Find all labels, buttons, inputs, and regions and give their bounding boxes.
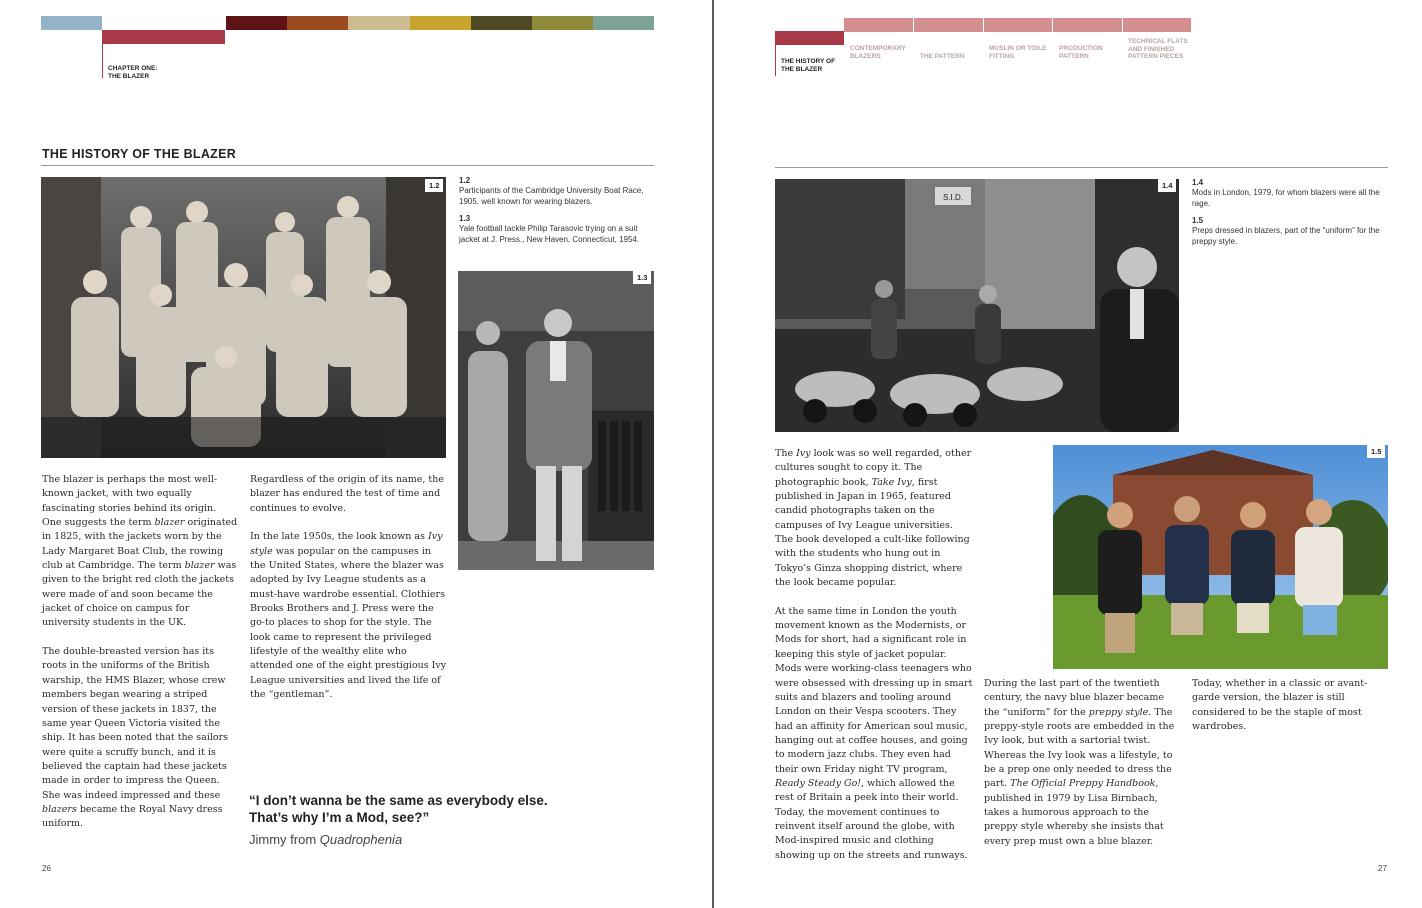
figure-1-2-tag: 1.2 xyxy=(425,179,443,192)
right-caption-block xyxy=(1192,178,1388,247)
left-body-column-1 xyxy=(42,473,238,846)
italic-run: Ivy style xyxy=(250,531,443,557)
tab-technical-bar xyxy=(1123,18,1191,32)
tab-label-line: FITTING xyxy=(989,52,1015,60)
figure-1-3-jacket-fitting-photo xyxy=(458,271,654,570)
figure-1-4-mods-london-photo xyxy=(775,179,1179,432)
shop-sign-text: S.I.D. xyxy=(942,193,964,202)
italic-run: Ready Steady Go! xyxy=(775,777,862,789)
page-number-right: 27 xyxy=(1378,864,1387,873)
italic-run: Quadrophenia xyxy=(319,832,403,847)
tab-active-line xyxy=(775,45,776,76)
quote-line-1: “I don’t wanna be the same as everybody else. xyxy=(249,793,548,808)
tab-label-line: PATTERN PIECES xyxy=(1128,53,1184,60)
swatch-5 xyxy=(348,16,410,30)
pull-quote xyxy=(249,792,669,847)
right-body-column-2 xyxy=(984,677,1180,863)
caption-1-5-text: Preps dressed in blazers, part of the “uniform” for the preppy style. xyxy=(1192,226,1380,246)
text-run: , first published in Japan in 1965, featured candid photographs taken on the campuses of Ivy League universities. The book developed a cult-like following with the students who hung out in Tokyo’s Ginza shopping district, where the look became popular. xyxy=(775,476,970,589)
jacket-fitting-illustration xyxy=(458,271,654,570)
text-run: The blazer is perhaps the most well-known jacket, with two equally fascinating stories behind its origin. One suggests the term xyxy=(42,474,218,529)
text-run: originated in 1825, with the jackets worn by the Lady Margaret Boat Club, the rowing club at Cambridge. The term xyxy=(42,517,238,572)
tab-the-pattern xyxy=(920,53,965,61)
tab-label-line: CONTEMPORARY xyxy=(850,45,906,52)
tab-production-pattern xyxy=(1059,45,1103,60)
tab-label-line: BLAZERS xyxy=(850,52,881,60)
left-body-column-2 xyxy=(250,473,448,717)
quote-line-2: That’s why I’m a Mod, see?” xyxy=(249,810,430,825)
text-run: At the same time in London the youth movement known as the Modernists, or Mods for short, had a significant role in keeping this style of jacket popular. Mods were working-class teenagers who were obsessed with dressing up in smart suits and blazers and tooling around London on their Vespa scooters. They had an affinity for American soul music, hanging out at coffee houses, and going to modern jazz clubs. They even had their own Friday night TV program, xyxy=(775,605,973,775)
chapter-label-line2: THE BLAZER xyxy=(108,73,150,80)
tab-the-pattern-bar xyxy=(914,18,983,32)
left-col2-paragraph-2 xyxy=(250,530,448,702)
book-spine xyxy=(712,0,714,908)
tab-active-marker xyxy=(775,31,844,45)
tab-muslin-fitting xyxy=(989,45,1046,60)
tab-label-line: PRODUCTION xyxy=(1059,45,1103,52)
mods-street-illustration xyxy=(775,179,1179,432)
section-title: THE HISTORY OF THE BLAZER xyxy=(42,147,237,161)
italic-run: Ivy xyxy=(796,448,811,459)
text-run: The double-breasted version has its roots in the uniforms of the British warship, the HMS Blazer, whose crew members began wearing a striped version of these jackets in 1837, the same year Queen Victoria visited the ship. It has been noted that the sailors were quite a scruffy bunch, and it is believed the captain had these jackets made in order to impress the Queen. She was indeed impressed and these xyxy=(42,646,229,801)
text-run: look was so well regarded, other cultures sought to copy it. The photographic book, xyxy=(775,448,972,488)
caption-block xyxy=(459,176,649,245)
right-body-column-3 xyxy=(1192,677,1388,749)
tab-label-line: PATTERN xyxy=(1059,52,1089,60)
tab-label-line: TECHNICAL FLATS xyxy=(1128,38,1188,45)
caption-1-3-text: Yale football tackle Philip Tarasovic trying on a suit jacket at J. Press., New Haven, Connecticut, 1954. xyxy=(459,224,640,244)
swatch-4 xyxy=(287,16,348,30)
tab-production-bar xyxy=(1053,18,1122,32)
figure-1-2-boat-race-photo xyxy=(41,177,446,458)
swatch-7 xyxy=(471,16,532,30)
swatch-8 xyxy=(532,16,593,30)
preps-illustration xyxy=(1053,445,1388,669)
right-col1-paragraph-2 xyxy=(775,605,973,863)
text-run: In the late 1950s, the look known as xyxy=(250,531,428,543)
figure-1-5-preps-photo xyxy=(1053,445,1388,669)
left-col2-paragraph-1: Regardless of the origin of its name, the blazer has endured the test of time and continues to evolve. xyxy=(250,474,444,514)
italic-run: The Official Preppy Handbook xyxy=(1010,778,1156,790)
swatch-6 xyxy=(410,16,471,30)
active-tab-line1: THE HISTORY OF xyxy=(781,58,836,65)
tab-label-line: AND FINISHED xyxy=(1128,45,1175,53)
chapter-tab-label xyxy=(108,65,157,81)
italic-run: blazers xyxy=(42,803,77,815)
caption-1-3-number: 1.3 xyxy=(459,214,471,223)
swatch-3 xyxy=(226,16,287,30)
swatch-9 xyxy=(593,16,654,30)
tab-label-line: MUSLIN OR TOILE xyxy=(989,45,1047,52)
boat-race-illustration xyxy=(41,177,446,458)
figure-1-3-tag: 1.3 xyxy=(633,271,651,284)
right-col2-paragraph-1 xyxy=(984,677,1180,849)
text-run: The xyxy=(775,448,797,459)
text-run: . The preppy-style roots are embedded in the Ivy look, but with a sartorial twist. Whereas the Ivy look was a lifestyle, to be a prep one only needed to dress the part. xyxy=(984,706,1175,790)
caption-1-2-number: 1.2 xyxy=(459,176,471,185)
tab-technical-flats xyxy=(1128,38,1188,61)
left-col1-paragraph-1 xyxy=(42,473,238,631)
active-tab-line2: THE BLAZER xyxy=(781,66,823,73)
figure-1-4-tag: 1.4 xyxy=(1158,179,1176,192)
text-run: , which allowed the rest of Britain a peek into their world. Today, the movement continues to reinvent itself around the globe, with Mod-inspired music and clothing showing up on the streets and runways. xyxy=(775,777,968,861)
tab-contemporary-blazers-bar xyxy=(844,18,913,32)
figure-1-5-tag: 1.5 xyxy=(1367,445,1385,458)
caption-1-4-text: Mods in London, 1979, for whom blazers were all the rage. xyxy=(1192,188,1380,208)
chapter-tab-line xyxy=(102,44,103,78)
title-rule xyxy=(41,165,654,166)
chapter-label-line1: CHAPTER ONE: xyxy=(108,65,158,72)
italic-run: preppy style xyxy=(1088,706,1149,718)
caption-1-2-text: Participants of the Cambridge University Boat Race, 1905, well known for wearing blazers. xyxy=(459,186,644,206)
tab-active-label xyxy=(781,58,835,74)
tab-muslin-bar xyxy=(984,18,1052,32)
text-run: was given to the bright red cloth the jackets were made of and soon became the jacket of choice on campus for university students in the UK. xyxy=(42,560,237,629)
left-col1-paragraph-2 xyxy=(42,645,238,831)
text-run: was popular on the campuses in the United States, where the blazer was adopted by Ivy League students as a must-have wardrobe essential. Clothiers Brooks Brothers and J. Press were the go-to places to shop for the style. The look came to represent the privileged lifestyle of the wealthy elite who attended one of the eight prestigious Ivy League universities and lived the life of the “gentleman”. xyxy=(250,545,447,701)
right-title-rule xyxy=(775,167,1388,168)
text-run: Jimmy from xyxy=(249,832,320,847)
italic-run: blazer xyxy=(154,517,185,529)
italic-run: Take Ivy xyxy=(871,476,912,488)
quote-attribution xyxy=(249,832,669,847)
right-col3-paragraph-1: Today, whether in a classic or avant-garde version, the blazer is still considered to be the staple of most wardrobes. xyxy=(1192,678,1368,733)
text-run: became the Royal Navy dress uniform. xyxy=(42,803,223,830)
page-number-left: 26 xyxy=(42,864,51,873)
right-body-column-1 xyxy=(775,447,973,877)
caption-1-5-number: 1.5 xyxy=(1192,216,1204,225)
text-run: During the last part of the twentieth century, the navy blue blazer became the “uniform” for the xyxy=(984,678,1164,718)
tab-label-line: THE PATTERN xyxy=(920,53,965,60)
tab-contemporary-blazers xyxy=(850,45,906,60)
text-run: , published in 1979 by Lisa Birnbach, takes a humorous approach to the preppy style whereby she insists that every prep must own a blue blazer. xyxy=(984,778,1164,847)
swatch-1 xyxy=(41,16,102,30)
italic-run: blazer xyxy=(184,560,215,572)
caption-1-4-number: 1.4 xyxy=(1192,178,1204,187)
chapter-tab-marker xyxy=(102,30,225,44)
right-col1-paragraph-1 xyxy=(775,447,973,590)
